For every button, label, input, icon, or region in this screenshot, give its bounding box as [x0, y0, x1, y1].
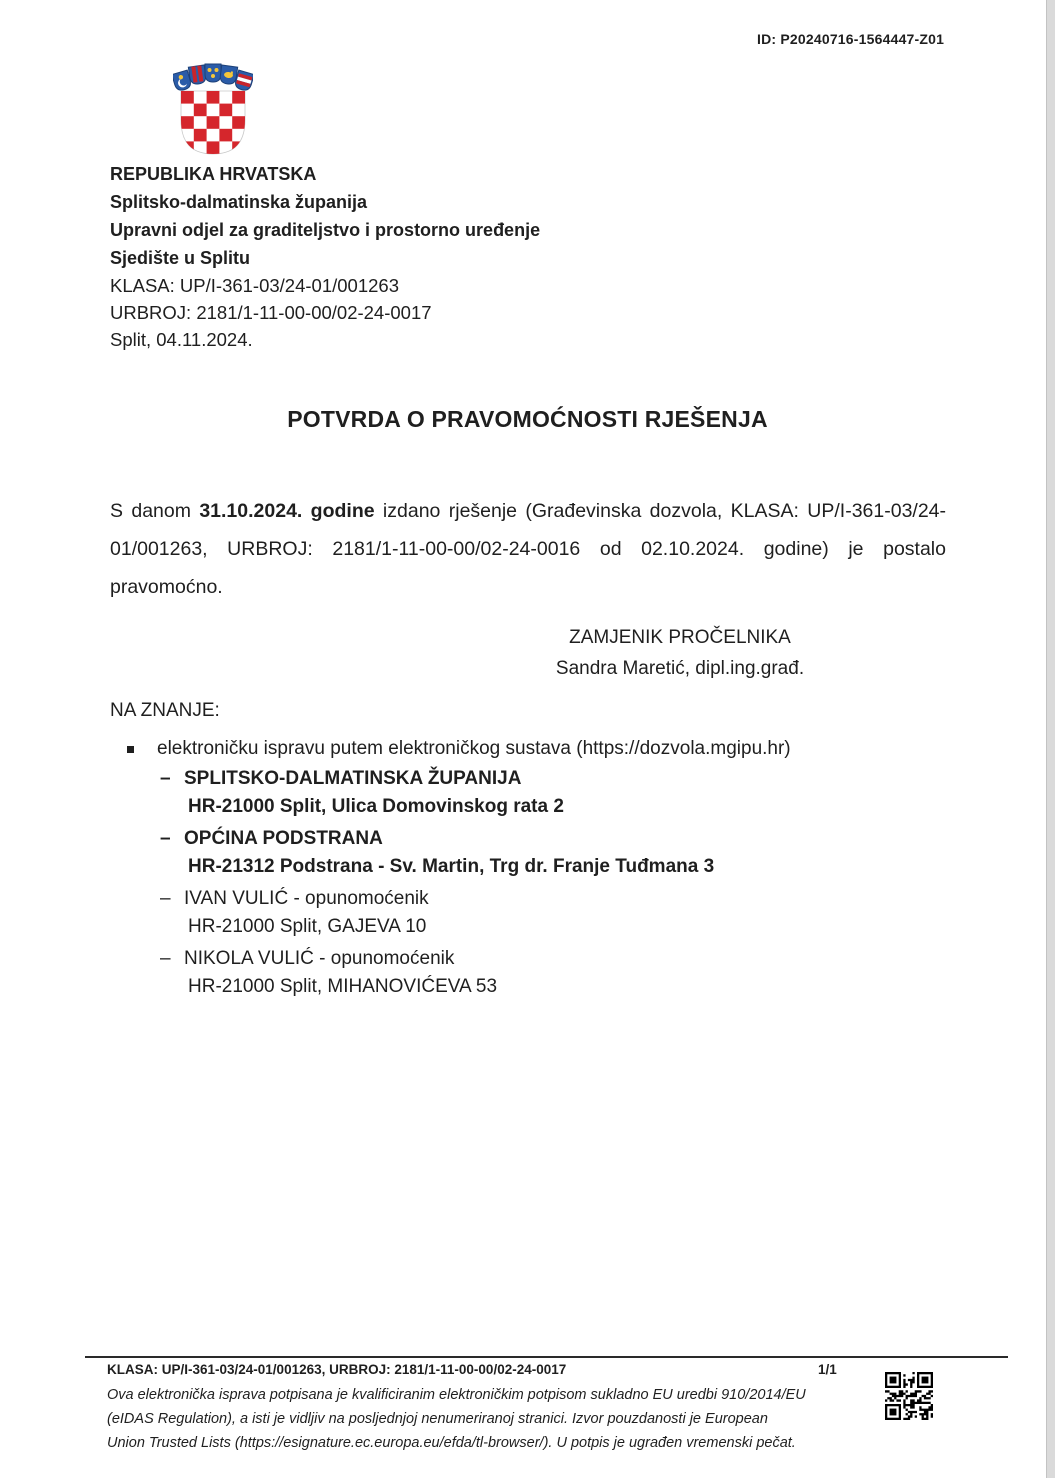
statement-date-bold: 31.10.2024. godine [199, 500, 375, 522]
page-number: 1/1 [818, 1362, 837, 1377]
statement-post: izdano rješenje (Građevinska dozvola, KLASA: UP/I-361-03/24-01/001263, URBROJ: 2181/1-11-00-00/02-24-0016 od 02.10.2024. godine) je postalo pravomoćno. [110, 500, 947, 598]
croatian-coat-of-arms-icon [173, 60, 253, 159]
recipient-name-text: NIKOLA VULIĆ - opunomoćenik [184, 948, 455, 969]
recipient-address: HR-21000 Split, Ulica Domovinskog rata 2 [188, 796, 564, 817]
distribution-channel: elektroničku ispravu putem elektroničkog sustava (https://dozvola.mgipu.hr) [157, 738, 791, 759]
dash-marker: – [160, 888, 171, 909]
signatory-role: ZAMJENIK PROČELNIKA [569, 627, 791, 648]
department-name: Upravni odjel za graditeljstvo i prostorno uređenje [110, 220, 541, 240]
case-reference-block [110, 272, 432, 353]
recipient-address: HR-21312 Podstrana - Sv. Martin, Trg dr. Franje Tuđmana 3 [188, 856, 715, 877]
recipient-name [160, 948, 455, 970]
footer-divider [85, 1356, 1008, 1358]
qr-code [885, 1372, 933, 1420]
distribution-heading: NA ZNANJE: [110, 700, 220, 721]
country-name: REPUBLIKA HRVATSKA [110, 164, 317, 184]
recipient-address: HR-21000 Split, GAJEVA 10 [188, 916, 427, 937]
scan-page-edge [1046, 0, 1055, 1478]
document-id: ID: P20240716-1564447-Z01 [757, 31, 945, 47]
statement-pre: S danom [110, 500, 200, 522]
footer-reference: KLASA: UP/I-361-03/24-01/001263, URBROJ: 2181/1-11-00-00/02-24-0017 [107, 1362, 567, 1377]
recipient-name-text: IVAN VULIĆ - opunomoćenik [184, 888, 429, 909]
dash-marker: – [160, 768, 171, 789]
dash-marker: – [160, 948, 171, 969]
document-title: POTVRDA O PRAVOMOĆNOSTI RJEŠENJA [287, 406, 768, 432]
klasa-number: KLASA: UP/I-361-03/24-01/001263 [110, 275, 399, 296]
recipient-name [160, 888, 429, 910]
place-and-date: Split, 04.11.2024. [110, 329, 253, 350]
recipient-address: HR-21000 Split, MIHANOVIĆEVA 53 [188, 976, 498, 997]
issuing-authority-block [110, 160, 540, 272]
recipient-name [160, 768, 522, 790]
recipient-name-text: SPLITSKO-DALMATINSKA ŽUPANIJA [184, 768, 522, 789]
dash-marker: – [160, 828, 171, 849]
footer-legal-notice: Ova elektronička isprava potpisana je kvalificiranim elektroničkim potpisom sukladno EU uredbi 910/2014/EU (eIDAS Regulation), a isti je vidljiv na posljednjoj nenumeriranoj stranici. Izvor pouzdanosti je European Union Trusted Lists (https://esignature.ec.europa.eu/efda/tl-browser/). U potpis je ugrađen vremenski pečat. [107, 1387, 806, 1451]
county-name: Splitsko-dalmatinska županija [110, 192, 368, 212]
recipient-name-text: OPĆINA PODSTRANA [184, 828, 383, 849]
square-bullet-icon [127, 746, 134, 753]
recipient-name [160, 828, 383, 850]
urbroj-number: URBROJ: 2181/1-11-00-00/02-24-0017 [110, 302, 432, 323]
statement-paragraph [110, 492, 946, 606]
signature-block [525, 622, 835, 684]
signatory-name: Sandra Maretić, dipl.ing.građ. [555, 658, 805, 679]
seat-location: Sjedište u Splitu [110, 248, 251, 268]
crown-shields [173, 64, 253, 92]
